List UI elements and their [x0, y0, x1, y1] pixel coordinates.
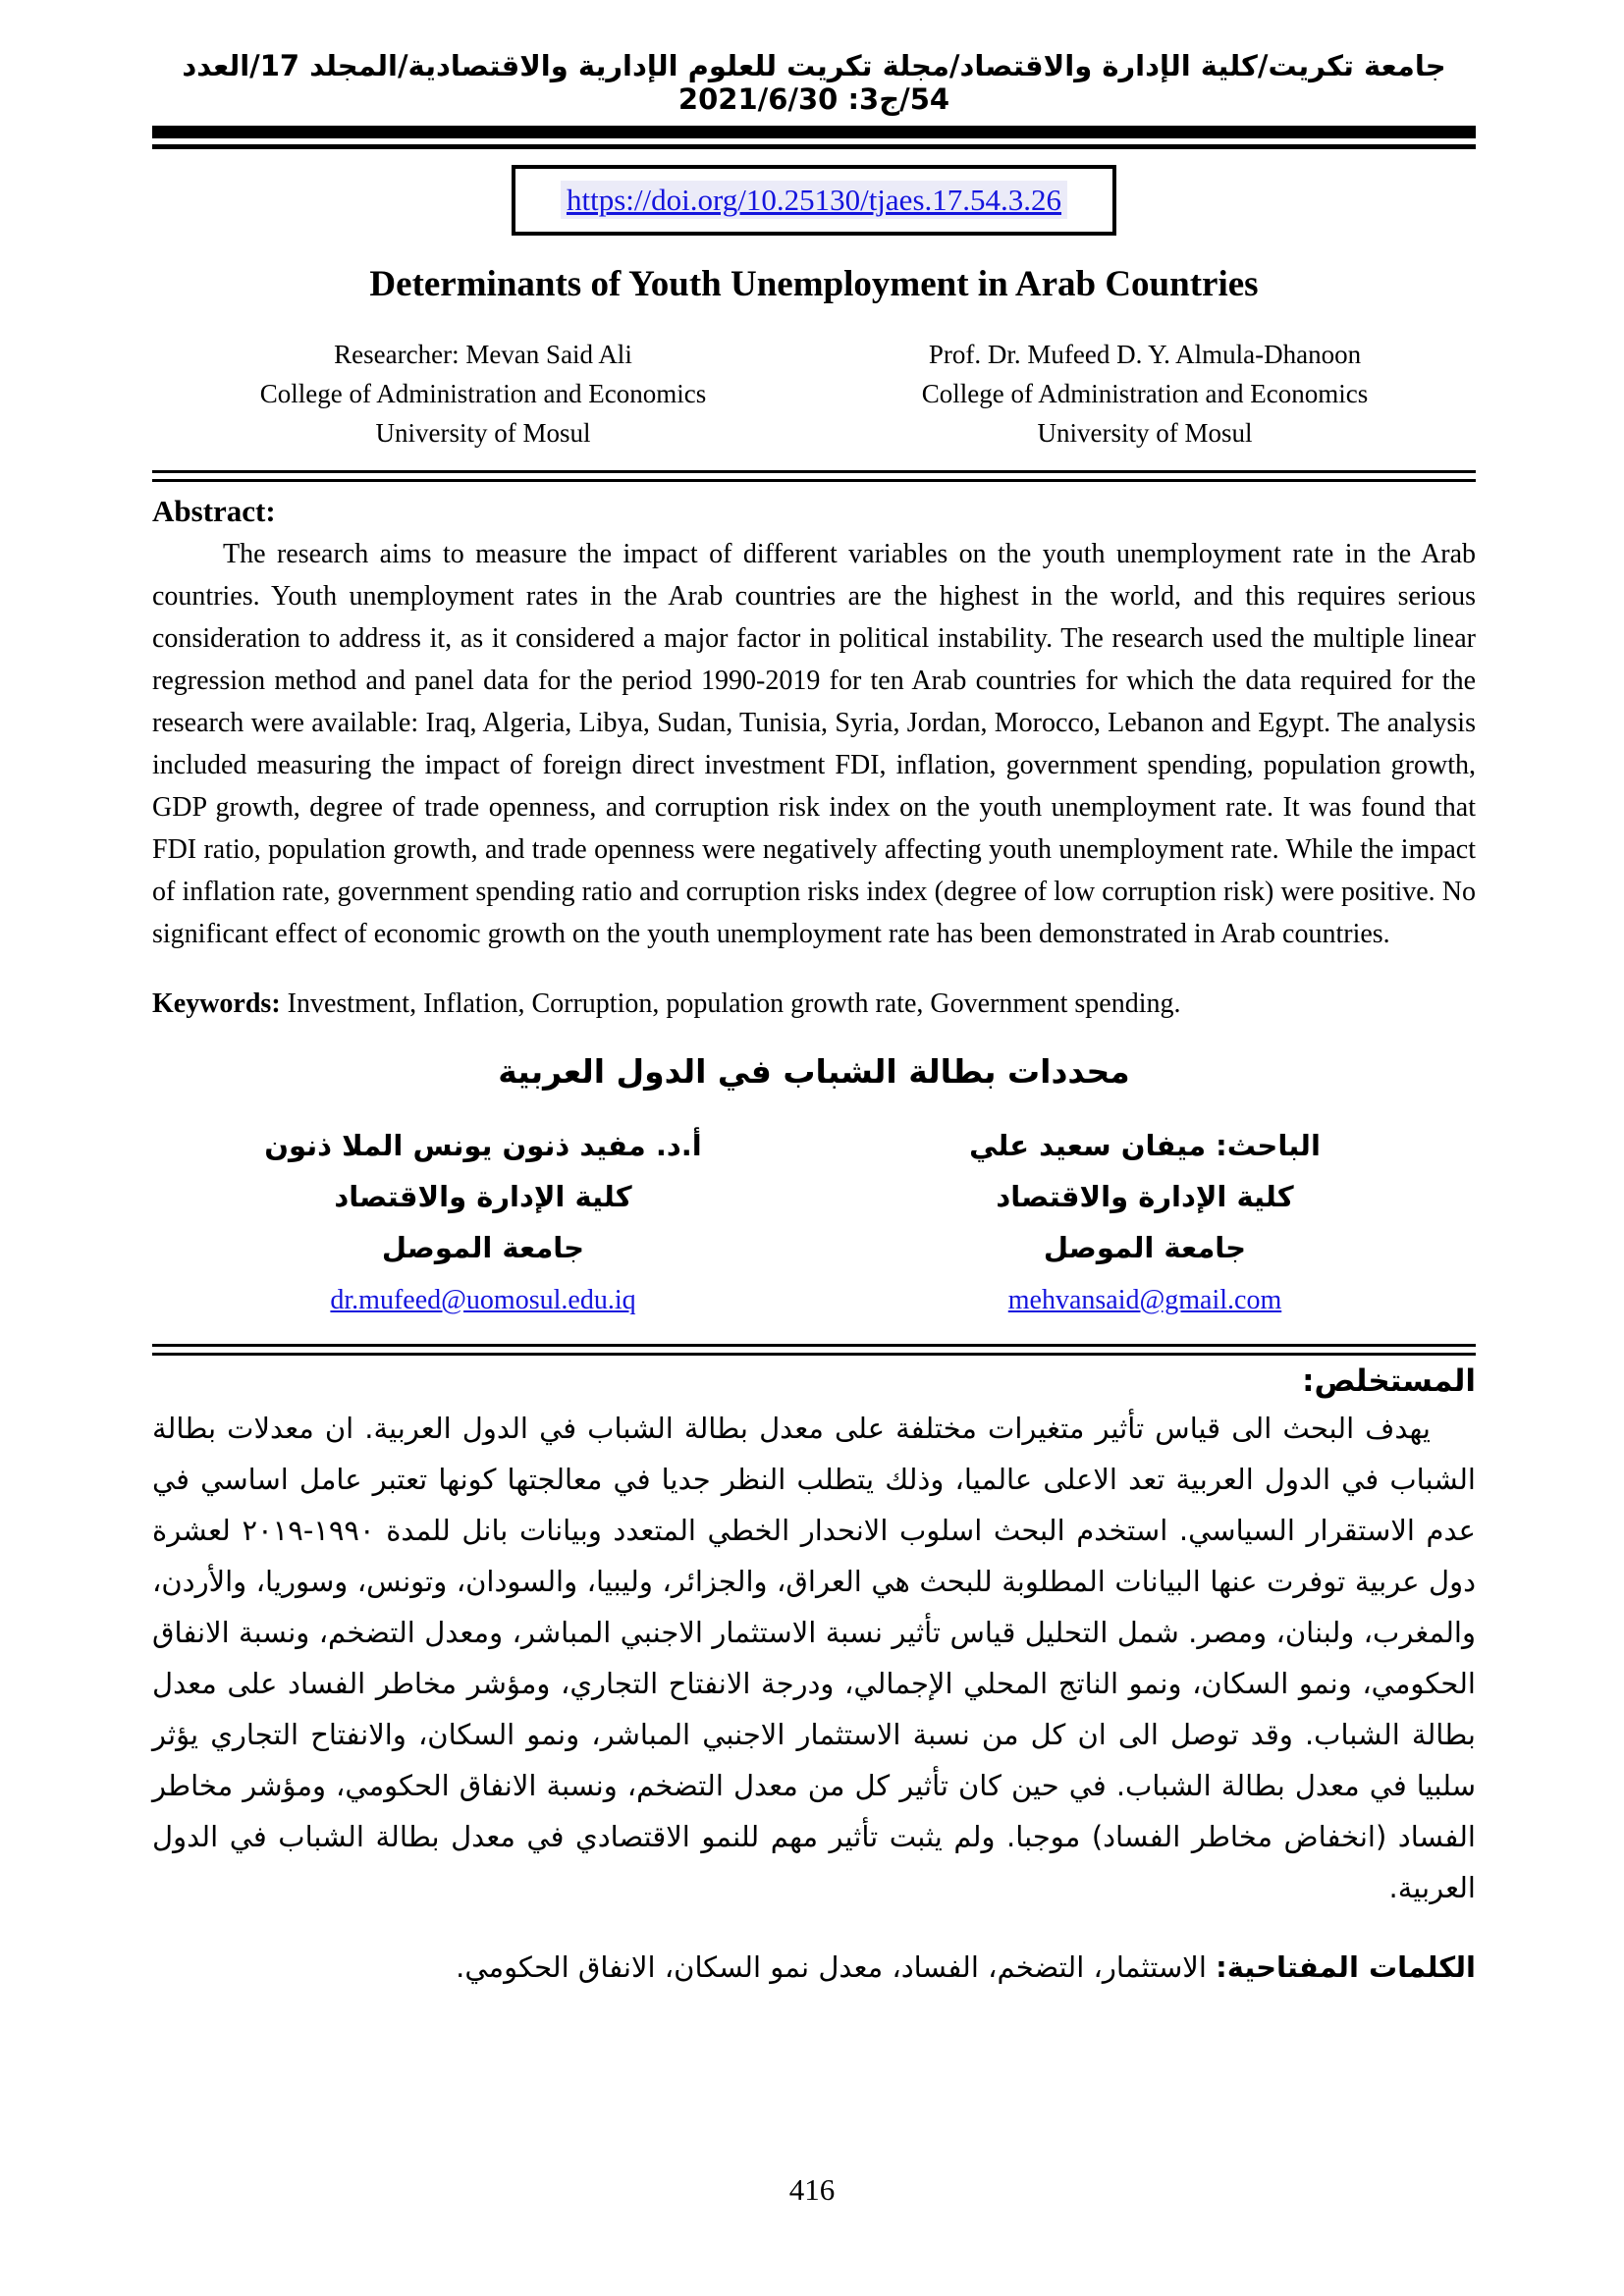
- keywords-english: [152, 983, 1476, 1025]
- keywords-text-english: Investment, Inflation, Corruption, population growth rate, Government spending.: [280, 988, 1181, 1019]
- journal-header-line: جامعة تكريت/كلية الإدارة والاقتصاد/مجلة تكريت للعلوم الإدارية والاقتصادية/المجلد 17/العدد 54/ج3: 2021/6/30: [182, 49, 1446, 116]
- doi-container: [152, 165, 1476, 236]
- author-college: College of Administration and Economics: [921, 379, 1369, 408]
- doi-link[interactable]: https://doi.org/10.25130/tjaes.17.54.3.26: [561, 181, 1067, 219]
- abstract-heading-arabic: المستخلص:: [1302, 1363, 1476, 1399]
- author-university: جامعة الموصل: [1043, 1231, 1247, 1264]
- section-rule-2: [152, 1344, 1476, 1356]
- author-name: أ.د. مفيد ذنون يونس الملا ذنون: [264, 1129, 702, 1162]
- authors-arabic: [152, 1120, 1476, 1326]
- professor-email-link[interactable]: dr.mufeed@uomosul.edu.iq: [330, 1285, 636, 1315]
- abstract-body-arabic: يهدف البحث الى قياس تأثير متغيرات مختلفة على معدل بطالة الشباب في الدول العربية. ان معدلات بطالة الشباب في الدول العربية تعد الاعلى عالميا، وذلك يتطلب النظر جديا في معالجتها كونها تعتبر عامل اساسي في عدم الاستقرار السياسي. استخدم البحث اسلوب الانحدار الخطي المتعدد وبيانات بانل للمدة ١٩٩٠-٢٠١٩ لعشرة دول عربية توفرت عنها البيانات المطلوبة للبحث هي العراق، والجزائر، وليبيا، والسودان، وتونس، وسوريا، والأردن، والمغرب، ولبنان، ومصر. شمل التحليل قياس تأثير نسبة الاستثمار الاجنبي المباشر، ومعدل التضخم، ونسبة الانفاق الحكومي، ونمو السكان، ونمو الناتج المحلي الإجمالي، ودرجة الانفتاح التجاري، ومؤشر مخاطر الفساد على معدل بطالة الشباب. وقد توصل الى ان كل من نسبة الاستثمار الاجنبي المباشر، ونمو السكان، والانفتاح التجاري يؤثر سلبيا في معدل بطالة الشباب. في حين كان تأثير كل من معدل التضخم، ونسبة الانفاق الحكومي، ومؤشر مخاطر الفساد (انخفاض مخاطر الفساد) موجبا. ولم يثبت تأثير مهم للنمو الاقتصادي في معدل بطالة الشباب في الدول العربية.: [152, 1412, 1476, 1904]
- author-name: Prof. Dr. Mufeed D. Y. Almula-Dhanoon: [928, 340, 1362, 369]
- keywords-label-english: Keywords:: [152, 988, 281, 1019]
- authors-english: [152, 335, 1476, 453]
- author-arabic-professor: [152, 1120, 814, 1326]
- paper-title-arabic: محددات بطالة الشباب في الدول العربية: [498, 1052, 1130, 1091]
- section-rule-1: [152, 470, 1476, 482]
- doi-box: [512, 165, 1116, 236]
- author-university: University of Mosul: [375, 418, 591, 448]
- author-college: كلية الإدارة والاقتصاد: [996, 1180, 1294, 1213]
- author-english-professor: [814, 335, 1476, 453]
- author-arabic-researcher: [814, 1120, 1476, 1326]
- researcher-email-link[interactable]: mehvansaid@gmail.com: [1007, 1285, 1282, 1315]
- author-university: جامعة الموصل: [381, 1231, 585, 1264]
- keywords-text-arabic: الاستثمار، التضخم، الفساد، معدل نمو السكان، الانفاق الحكومي.: [456, 1950, 1217, 1984]
- abstract-heading-english: Abstract:: [152, 494, 276, 528]
- page-number: 416: [788, 2172, 836, 2207]
- keywords-label-arabic: الكلمات المفتاحية:: [1216, 1950, 1476, 1984]
- abstract-body-english: The research aims to measure the impact of different variables on the youth unemployment rate in the Arab countries. Youth unemployment rates in the Arab countries are the highest in the world, and this requires serious consideration to address it, as it considered a major factor in political instability. The research used the multiple linear regression method and panel data for the period 1990-2019 for ten Arab countries for which the data required for the research were available: Iraq, Algeria, Libya, Sudan, Tunisia, Syria, Jordan, Morocco, Lebanon and Egypt. The analysis included measuring the impact of foreign direct investment FDI, inflation, government spending, population growth, GDP growth, degree of trade openness, and corruption risk index on the youth unemployment rate. It was found that FDI ratio, population growth, and trade openness were negatively affecting youth unemployment rate. While the impact of inflation rate, government spending ratio and corruption risks index (degree of low corruption risk) were positive. No significant effect of economic growth on the youth unemployment rate has been demonstrated in Arab countries.: [152, 539, 1476, 949]
- author-university: University of Mosul: [1037, 418, 1253, 448]
- header-rule-thin: [152, 144, 1476, 149]
- paper-title-english: Determinants of Youth Unemployment in Arab Countries: [369, 264, 1259, 304]
- author-college: كلية الإدارة والاقتصاد: [334, 1180, 632, 1213]
- author-english-researcher: [152, 335, 814, 453]
- author-college: College of Administration and Economics: [259, 379, 707, 408]
- author-name: Researcher: Mevan Said Ali: [334, 340, 632, 369]
- keywords-arabic: [152, 1942, 1476, 1993]
- header-rule-thick: [152, 126, 1476, 138]
- author-name: الباحث: ميفان سعيد علي: [969, 1129, 1321, 1162]
